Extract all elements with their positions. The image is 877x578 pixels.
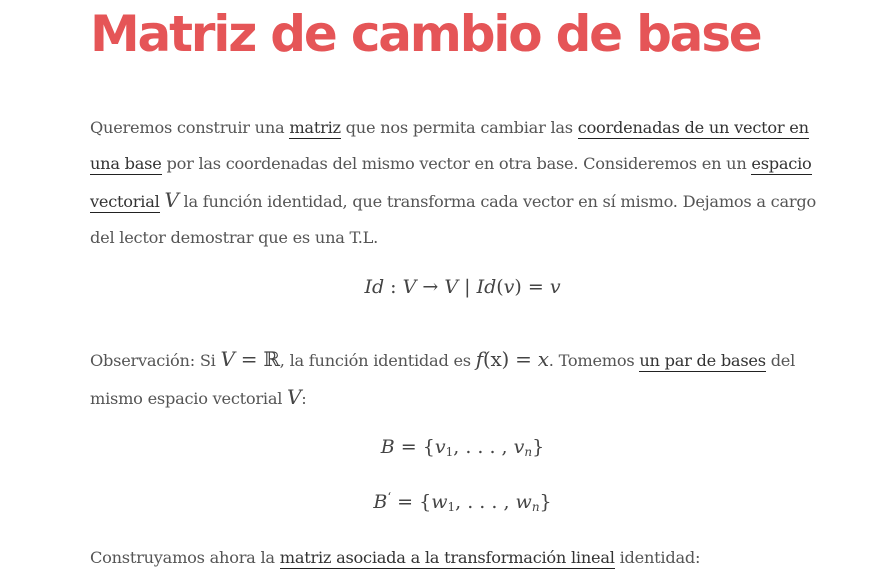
math: = (521, 276, 550, 298)
math: , . . . , (455, 491, 516, 513)
math: V (444, 276, 459, 298)
text: . Tomemos (548, 351, 640, 370)
text: del mismo espacio vectorial (90, 351, 796, 408)
text: Construyamos ahora la (90, 548, 280, 567)
math-V: V (164, 188, 179, 212)
math: 1 (445, 445, 454, 459)
math: ‘ (387, 490, 392, 504)
math: v (549, 276, 561, 298)
math: V (402, 276, 417, 298)
observation-paragraph (90, 341, 835, 417)
equation-basis-B-prime (90, 490, 835, 514)
link-par-de-bases[interactable]: un par de bases (639, 351, 766, 370)
math: n (531, 500, 540, 514)
math-V: V (287, 385, 302, 409)
text: Queremos construir una (90, 118, 290, 137)
intro-paragraph (90, 110, 835, 256)
page-title: Matriz de cambio de base (90, 5, 761, 63)
text: por las coordenadas del mismo vector en otra base. Consideremos en un (161, 154, 752, 173)
math-fx: (x) = (482, 347, 538, 371)
link-matriz[interactable]: matriz (289, 118, 341, 137)
math: Id (364, 276, 385, 298)
math: : (384, 276, 403, 298)
link-matriz-asociada[interactable]: matriz asociada a la transformación lineal (279, 548, 615, 567)
math: 1 (447, 500, 456, 514)
math-equals-R: = ℝ (234, 347, 280, 371)
math: B (380, 436, 395, 458)
text: identidad: (614, 548, 701, 567)
math: B (373, 491, 388, 513)
math: } (539, 491, 552, 513)
math: → (416, 276, 445, 298)
text: Observación: Si (90, 351, 221, 370)
construction-paragraph (90, 540, 835, 576)
link-espacio-vectorial[interactable]: espacio vectorial (90, 154, 812, 211)
math: n (524, 445, 533, 459)
link-coordenadas-vector[interactable]: coordenadas de un vector en una base (90, 118, 809, 173)
text: que nos permita cambiar las (340, 118, 578, 137)
math: Id (476, 276, 497, 298)
math: ( (496, 276, 504, 298)
math: w (431, 491, 448, 513)
equation-basis-B (90, 436, 835, 459)
math: = { (394, 436, 435, 458)
math: v (434, 436, 446, 458)
math: | (458, 276, 477, 298)
text: : (301, 389, 307, 408)
math-x: x (537, 347, 549, 371)
math: v (513, 436, 525, 458)
math: } (532, 436, 545, 458)
math: = { (391, 491, 432, 513)
math: w (515, 491, 532, 513)
equation-identity (90, 276, 835, 298)
math-V: V (220, 347, 235, 371)
text: , la función identidad es (279, 351, 476, 370)
math-f: f (475, 347, 483, 371)
math: , . . . , (453, 436, 514, 458)
text: la función identidad, que transforma cada vector en sí mismo. Dejamos a cargo del lector demostrar que es una T.L. (90, 192, 816, 247)
math: v (503, 276, 515, 298)
math: ) (514, 276, 522, 298)
